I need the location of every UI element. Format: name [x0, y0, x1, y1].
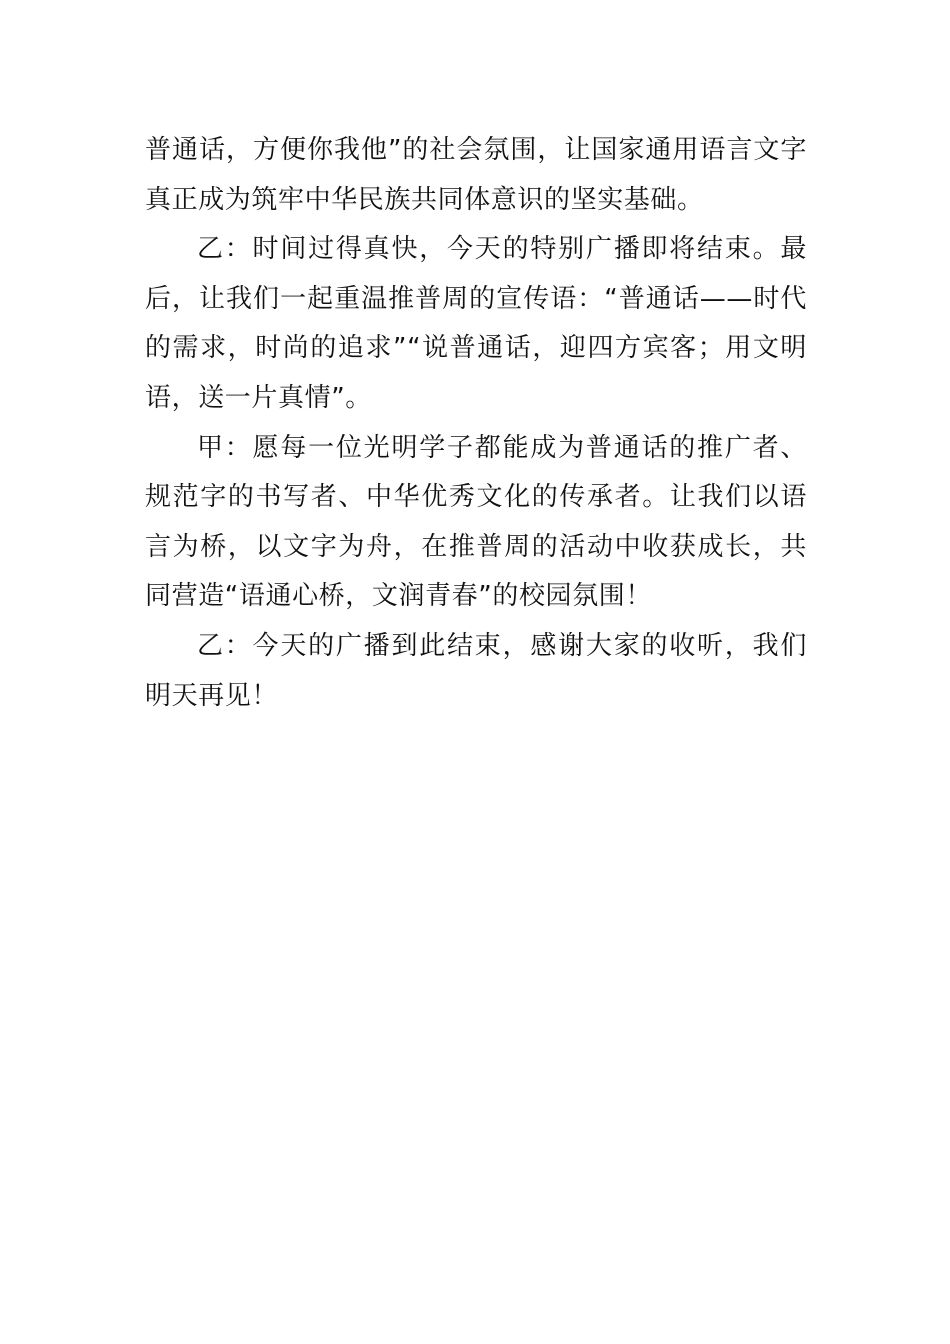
paragraph-speaker-jia-wish: 甲：愿每一位光明学子都能成为普通话的推广者、规范字的书写者、中华优秀文化的传承者。让我们以语言为桥，以文字为舟，在推普周的活动中收获成长，共同营造“语通心桥，文润青春”的校园氛围！: [145, 432, 807, 612]
paragraph-speaker-yi-farewell: 乙：今天的广播到此结束，感谢大家的收听，我们明天再见！: [145, 630, 807, 711]
document-body: [145, 126, 807, 721]
paragraph-continuation: 普通话，方便你我他”的社会氛围，让国家通用语言文字真正成为筑牢中华民族共同体意识的坚实基础。: [145, 135, 807, 215]
paragraph-speaker-yi-closing: 乙：时间过得真快，今天的特别广播即将结束。最后，让我们一起重温推普周的宣传语：“普通话——时代的需求，时尚的追求”“说普通话，迎四方宾客；用文明语，送一片真情”。: [145, 234, 807, 413]
